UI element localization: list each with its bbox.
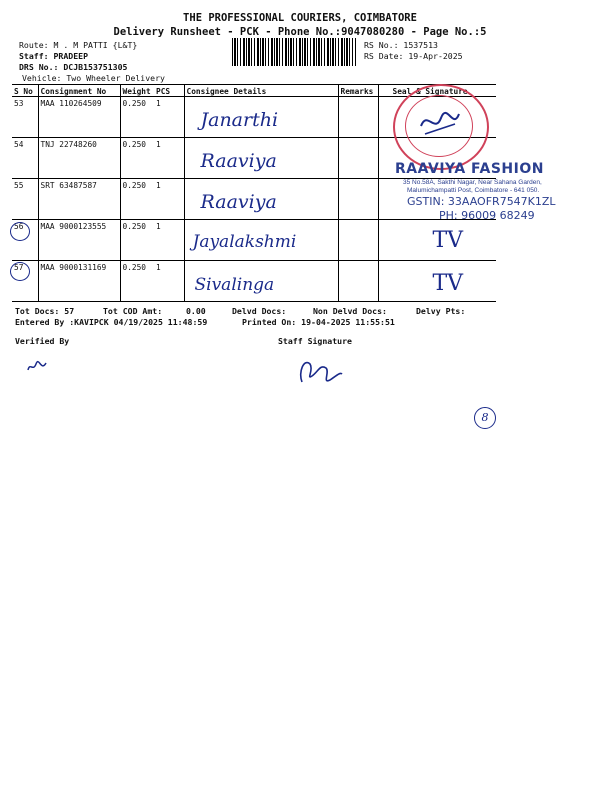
cell-sno: 57 xyxy=(12,261,38,302)
cell-weight: 0.250 xyxy=(120,179,154,220)
non-delivered-docs: Non Delvd Docs: xyxy=(313,306,387,316)
handwritten-circle-57 xyxy=(10,262,30,281)
company-title: THE PROFESSIONAL COURIERS, COIMBATORE xyxy=(183,12,417,24)
stamp-gstin: GSTIN: 33AAOFR7547K1ZL xyxy=(407,195,556,208)
col-header-remarks: Remarks xyxy=(338,85,378,97)
staff-signature-scribble xyxy=(296,354,346,388)
cell-consignment: MAA 9000131169 xyxy=(38,261,120,302)
verified-by-label: Verified By xyxy=(15,336,70,346)
cell-remarks xyxy=(338,179,378,220)
staff-signature-label: Staff Signature xyxy=(278,336,352,346)
col-header-consignee: Consignee Details xyxy=(184,85,338,97)
cell-sno: 56 xyxy=(12,220,38,261)
entered-by: Entered By :KAVIPCK 04/19/2025 11:48:59 xyxy=(15,317,208,327)
cell-seal-initials: TV xyxy=(432,228,464,253)
cell-remarks xyxy=(338,97,378,138)
cell-consignment: MAA 9000123555 xyxy=(38,220,120,261)
total-cod-value: 0.00 xyxy=(186,306,206,316)
cell-pcs: 1 xyxy=(154,220,184,261)
verifier-initial-mark xyxy=(26,360,48,374)
delivery-points: Delvy Pts: xyxy=(416,306,466,316)
col-header-weight: Weight xyxy=(120,85,154,97)
cell-consignment: TNJ 22748260 xyxy=(38,138,120,179)
cell-remarks xyxy=(338,138,378,179)
cell-remarks xyxy=(338,261,378,302)
cell-consignee-signature: Janarthi xyxy=(200,109,279,131)
route-field: Route: M . M PATTI {L&T} xyxy=(19,40,138,50)
cell-pcs: 1 xyxy=(154,138,184,179)
cell-remarks xyxy=(338,220,378,261)
stamp-address-line1: 35 No.58A, Sakthi Nagar, Near Sahana Garden, xyxy=(403,179,542,186)
runsheet-title: Delivery Runsheet - PCK - Phone No.:9047080280 - Page No.:5 xyxy=(113,26,487,38)
stamp-company-name: RAAVIYA FASHION xyxy=(395,161,544,177)
cell-pcs: 1 xyxy=(154,97,184,138)
staff-field: Staff: PRADEEP xyxy=(19,51,89,61)
cell-consignment: SRT 63487587 xyxy=(38,179,120,220)
cell-weight: 0.250 xyxy=(120,261,154,302)
cell-sno: 54 xyxy=(12,138,38,179)
table-row xyxy=(12,261,496,302)
barcode-image xyxy=(232,38,356,66)
company-address-stamp xyxy=(395,155,587,233)
total-cod-label: Tot COD Amt: xyxy=(103,306,163,316)
cell-consignee-signature: Jayalakshmi xyxy=(192,232,297,252)
cell-sno: 53 xyxy=(12,97,38,138)
handwritten-circle-56 xyxy=(10,222,30,241)
rs-number: RS No.: 1537513 xyxy=(364,40,438,50)
cell-consignee-signature: Raaviya xyxy=(200,191,277,213)
seal-signature-scribble xyxy=(417,104,463,144)
cell-pcs: 1 xyxy=(154,261,184,302)
col-header-sno: S No xyxy=(12,85,38,97)
cell-consignment: MAA 110264509 xyxy=(38,97,120,138)
cell-consignee-signature: Raaviya xyxy=(200,150,277,172)
cell-seal-initials: TV xyxy=(432,271,464,296)
cell-weight: 0.250 xyxy=(120,220,154,261)
rs-date: RS Date: 19-Apr-2025 xyxy=(364,51,463,61)
col-header-consignment: Consignment No xyxy=(38,85,120,97)
delivered-docs: Delvd Docs: xyxy=(232,306,287,316)
printed-on: Printed On: 19-04-2025 11:55:51 xyxy=(242,317,395,327)
col-header-pcs: PCS xyxy=(154,85,184,97)
cell-consignee-signature: Sivalinga xyxy=(194,275,275,295)
vehicle-field: Vehicle: Two Wheeler Delivery xyxy=(22,73,165,83)
page-mark-circle: 8 xyxy=(474,407,496,429)
stamp-address-line2: Malumichampatti Post, Coimbatore - 641 050. xyxy=(407,187,540,194)
stamp-phone: PH: 96009 68249 xyxy=(439,209,535,222)
total-docs: Tot Docs: 57 xyxy=(15,306,75,316)
cell-weight: 0.250 xyxy=(120,97,154,138)
cell-pcs: 1 xyxy=(154,179,184,220)
cell-sno: 55 xyxy=(12,179,38,220)
cell-weight: 0.250 xyxy=(120,138,154,179)
drs-field: DRS No.: DCJB153751305 xyxy=(19,62,128,72)
col-header-seal: Seal & Signature xyxy=(378,85,496,97)
